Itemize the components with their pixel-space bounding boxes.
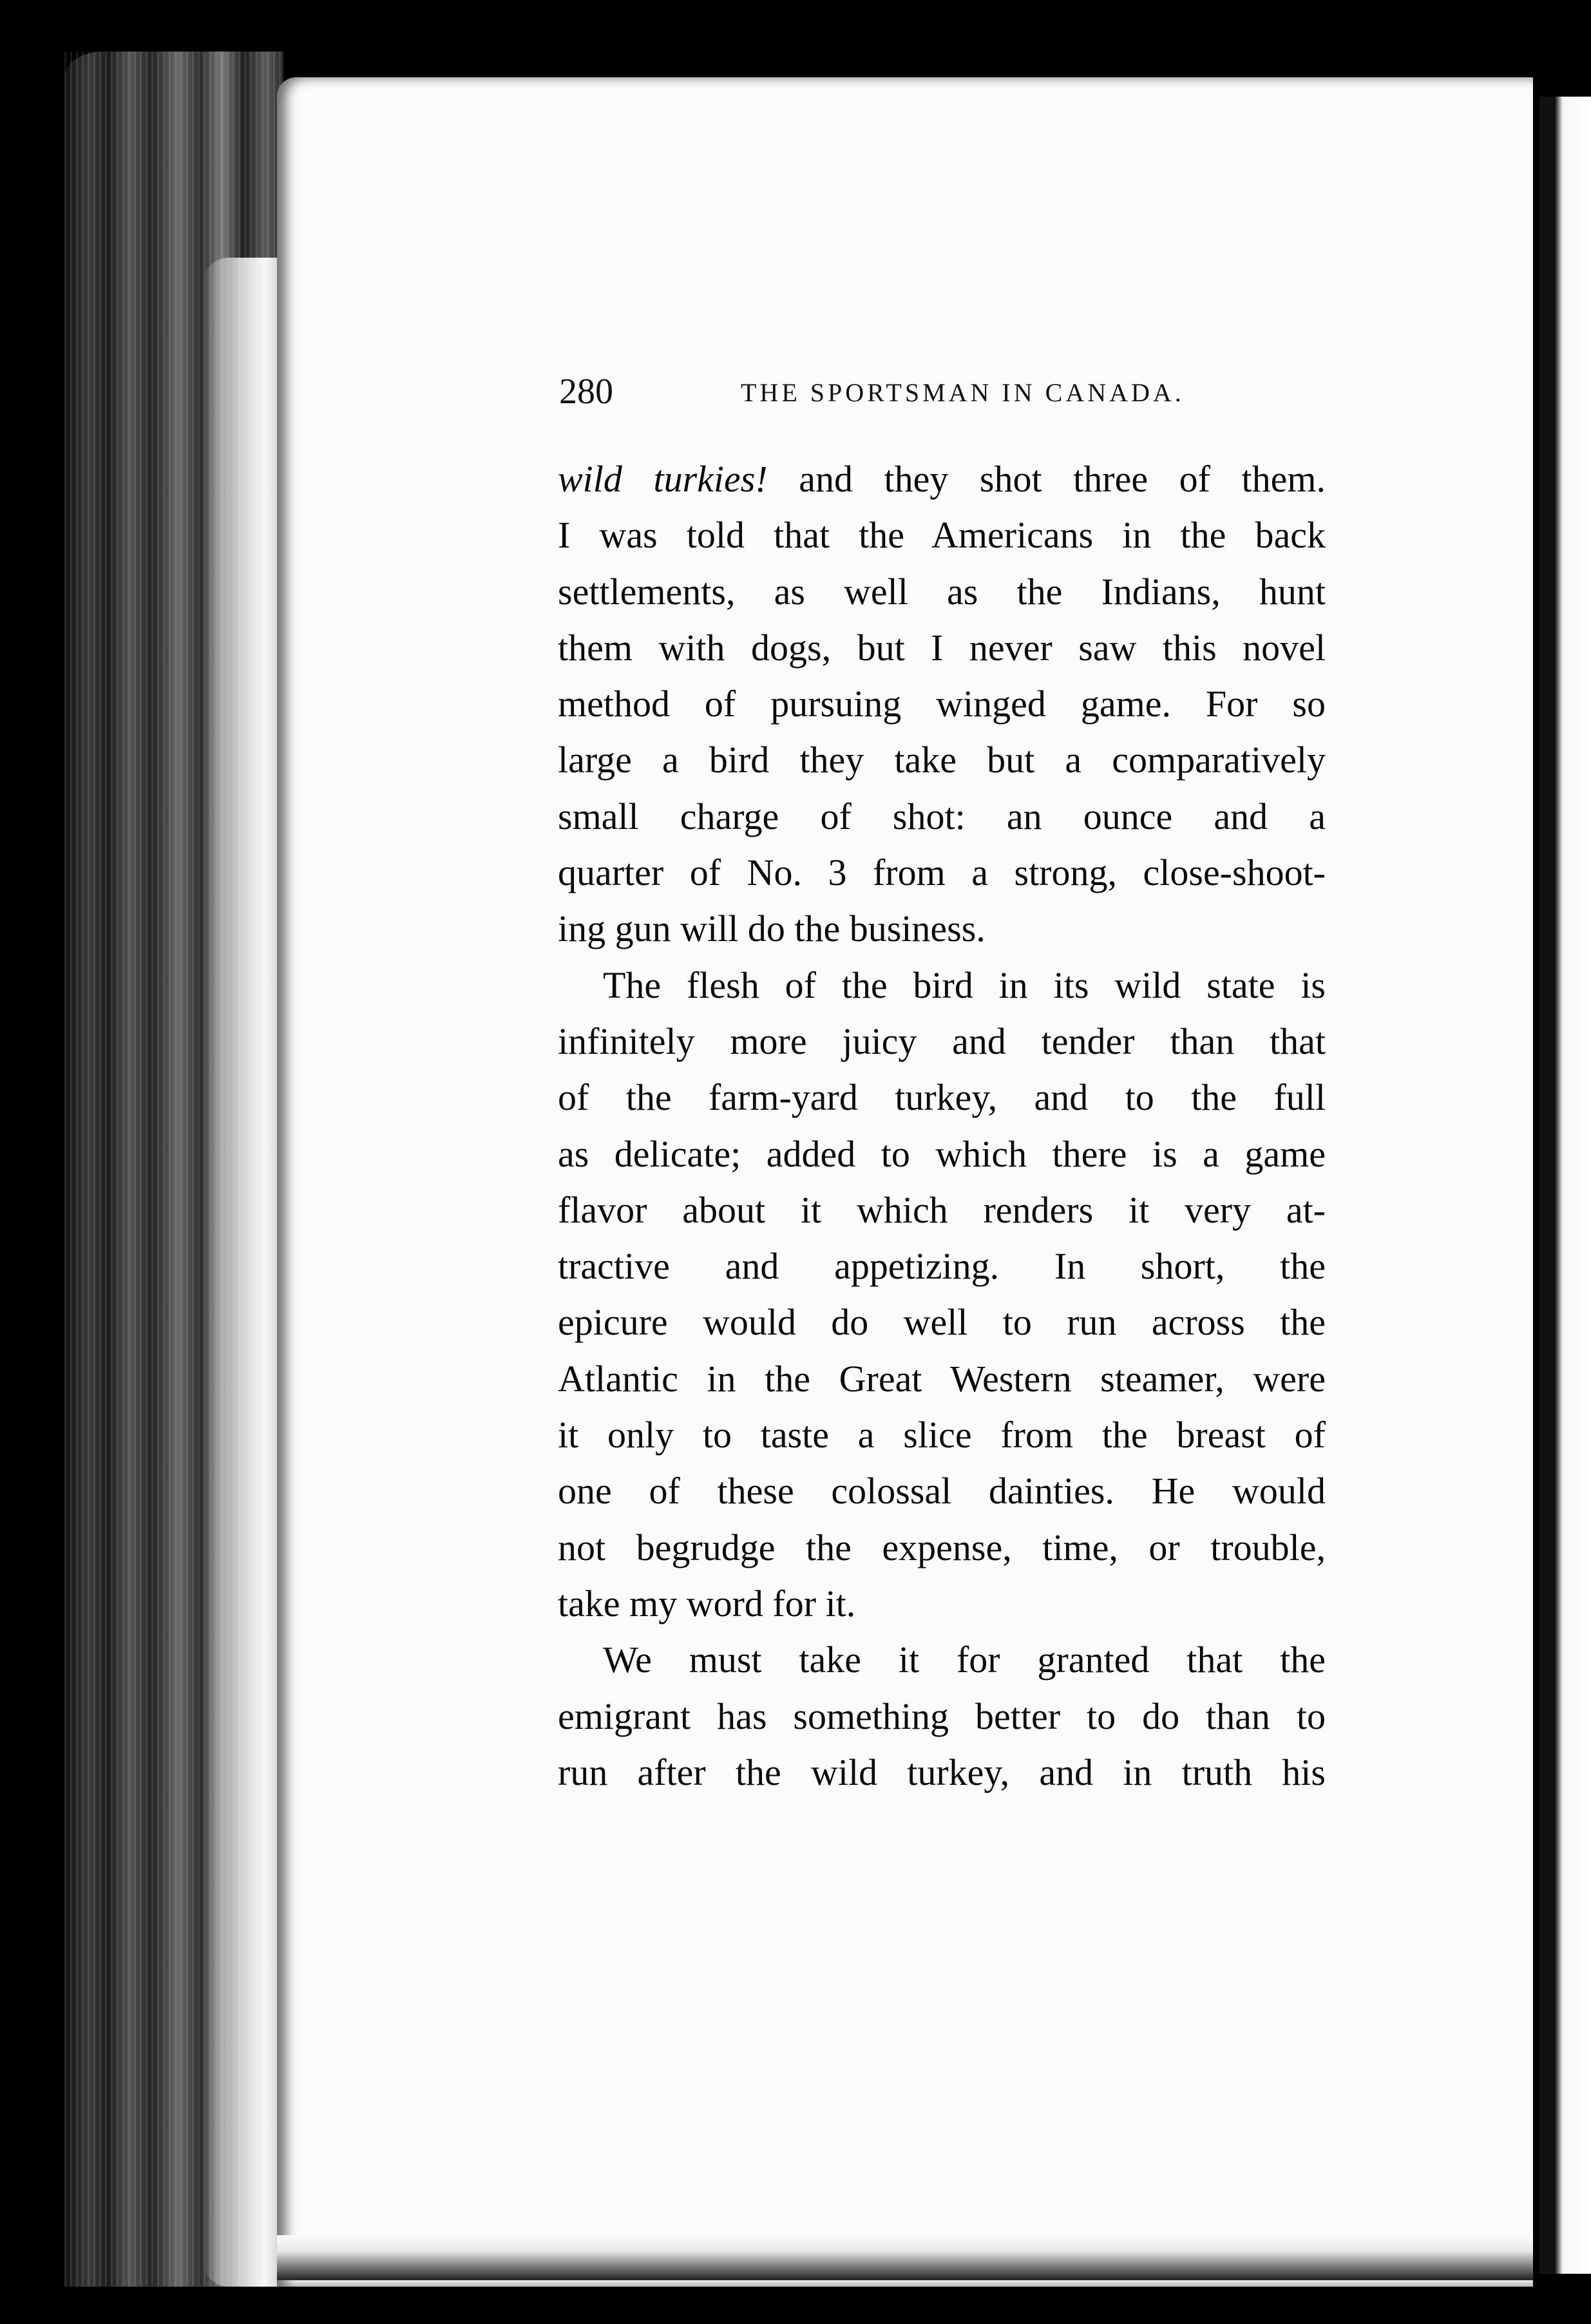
text-line: quarter of No. 3 from a strong, close-shoot- <box>558 852 1326 894</box>
running-title: THE SPORTSMAN IN CANADA. <box>741 378 1185 407</box>
text-line: Atlantic in the Great Western steamer, were <box>558 1357 1326 1400</box>
page-bottom-edge <box>277 2235 1533 2280</box>
text-line: epicure would do well to run across the <box>558 1301 1326 1344</box>
text-line: small charge of shot: an ounce and a <box>558 795 1326 837</box>
page-body-text <box>558 451 1326 1800</box>
book-page-edges <box>64 52 283 2287</box>
text-line: method of pursuing winged game. For so <box>558 683 1326 725</box>
text-line <box>558 451 1326 507</box>
page-number: 280 <box>559 372 613 412</box>
text-line: run after the wild turkey, and in truth his <box>558 1751 1326 1793</box>
text-line: not begrudge the expense, time, or trouble, <box>558 1526 1326 1568</box>
running-head <box>559 372 1326 411</box>
text-line: flavor about it which renders it very at- <box>558 1188 1326 1231</box>
text-line: I was told that the Americans in the back <box>558 514 1326 557</box>
text-line: one of these colossal dainties. He would <box>558 1470 1326 1512</box>
text-line: tractive and appetizing. In short, the <box>558 1245 1326 1288</box>
italic-phrase: wild turkies! <box>558 458 768 500</box>
text-line: them with dogs, but I never saw this novel <box>558 626 1326 669</box>
text-line: infinitely more juicy and tender than that <box>558 1020 1326 1062</box>
paragraph-start-line: We must take it for granted that the <box>603 1639 1326 1681</box>
text-segment: and they shot three of them. <box>767 458 1326 500</box>
text-line: ing gun will do the business. <box>558 908 986 950</box>
text-line: settlements, as well as the Indians, hunt <box>558 570 1326 613</box>
text-line: take my word for it. <box>558 1582 856 1624</box>
text-line: large a bird they take but a comparatively <box>558 739 1326 781</box>
text-line: of the farm-yard turkey, and to the full <box>558 1076 1326 1119</box>
paragraph-start-line: The flesh of the bird in its wild state is <box>603 964 1326 1006</box>
text-line: as delicate; added to which there is a game <box>558 1132 1326 1175</box>
facing-page-edge <box>1539 97 1591 2274</box>
text-line: it only to taste a slice from the breast of <box>558 1414 1326 1456</box>
text-line: emigrant has something better to do than to <box>558 1695 1326 1737</box>
